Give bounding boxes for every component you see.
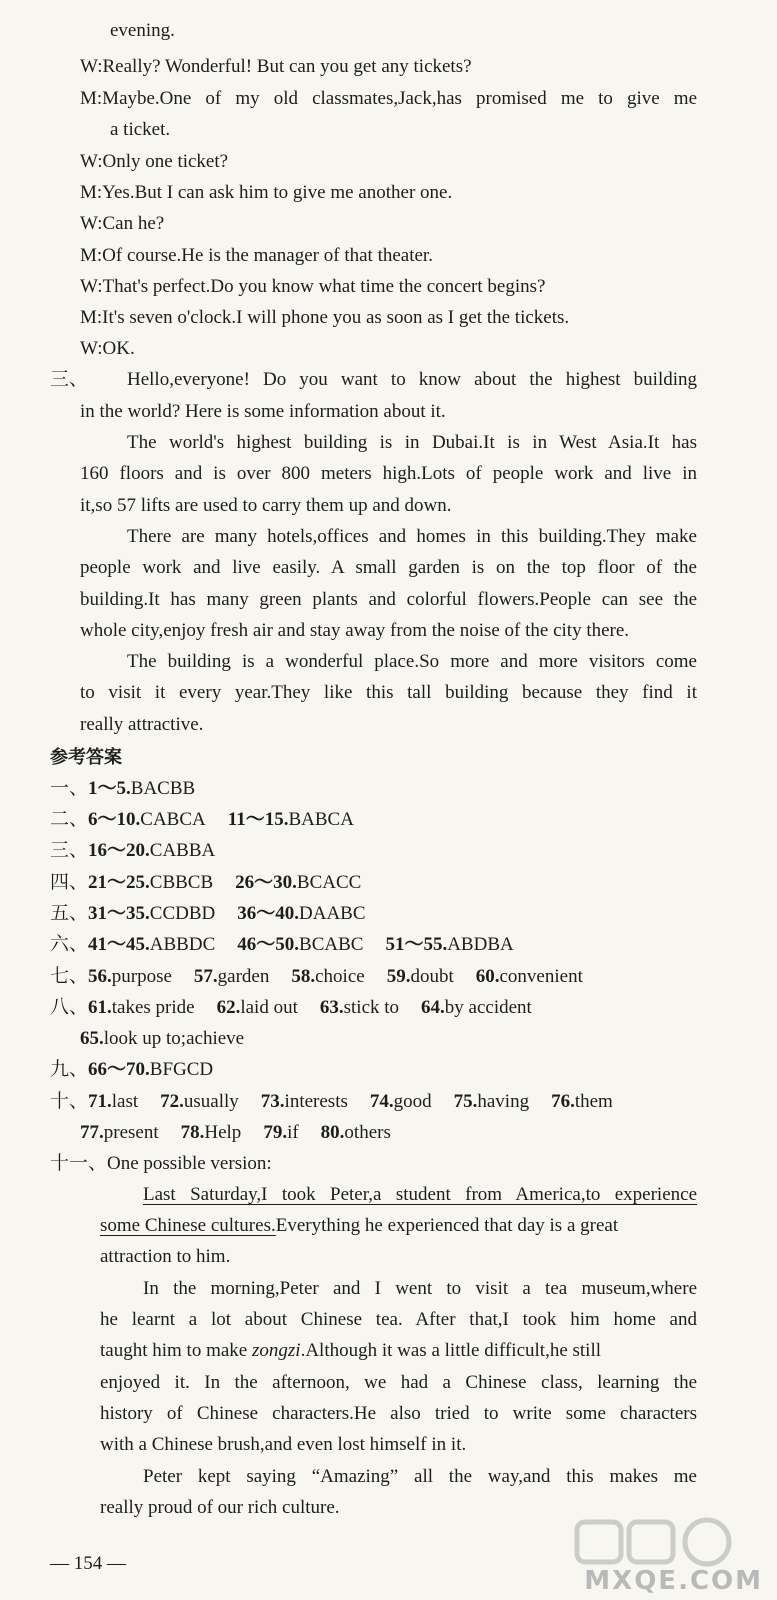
passage-line: it,so 57 lifts are used to carry them up and down.: [80, 495, 452, 516]
answer-row: 十、71.last 72.usually 73.interests 74.good 75.having 76.them: [50, 1091, 613, 1112]
passage-line: building.It has many green plants and colorful flowers.People can see the: [80, 589, 697, 610]
answer-row: 八、61.takes pride 62.laid out 63.stick to 64.by accident: [50, 997, 532, 1018]
passage-line: really attractive.: [80, 714, 204, 735]
dialogue-line: M:Of course.He is the manager of that theater.: [80, 245, 433, 266]
answer-row: 六、41～45.ABBDC 46～50.BCABC 51～55.ABDBA: [50, 934, 514, 955]
dialogue-line: M:It's seven o'clock.I will phone you as soon as I get the tickets.: [80, 307, 570, 328]
answer-row: 三、16～20.CABBA: [50, 840, 216, 861]
essay-line: history of Chinese characters.He also tried to write some characters: [100, 1403, 697, 1424]
passage-line: in the world? Here is some information about it.: [80, 401, 446, 422]
answer-row: 十一、One possible version:: [50, 1153, 272, 1174]
answer-row: 77.present 78.Help 79.if 80.others: [80, 1122, 391, 1143]
essay-line: really proud of our rich culture.: [100, 1497, 340, 1518]
essay-line: taught him to make zongzi.Although it was a little difficult,he still: [100, 1340, 602, 1361]
passage-line: Hello,everyone! Do you want to know about the highest building: [127, 369, 697, 390]
essay-line: some Chinese cultures.Everything he experienced that day is a great: [100, 1215, 619, 1236]
answer-row: 65.look up to;achieve: [80, 1028, 245, 1049]
essay-line: attraction to him.: [100, 1246, 231, 1267]
dialogue-line: W:That's perfect.Do you know what time the concert begins?: [80, 276, 546, 297]
essay-line-underlined: Last Saturday,I took Peter,a student from America,to experience: [143, 1184, 697, 1205]
essay-line: Peter kept saying “Amazing” all the way,and this makes me: [143, 1466, 697, 1487]
dialogue-line: M:Maybe.One of my old classmates,Jack,has promised me to give me: [80, 88, 697, 109]
passage-line: The world's highest building is in Dubai.It is in West Asia.It has: [127, 432, 697, 453]
answer-row: 四、21～25.CBBCB 26～30.BCACC: [50, 872, 362, 893]
page-number: — 154 —: [50, 1553, 126, 1574]
passage-line: 160 floors and is over 800 meters high.Lots of people work and live in: [80, 463, 697, 484]
essay-line: he learnt a lot about Chinese tea. After that,I took him home and: [100, 1309, 697, 1330]
answer-row: 七、56.purpose 57.garden 58.choice 59.doubt 60.convenient: [50, 966, 583, 987]
dialogue-line: W:OK.: [80, 338, 135, 359]
dialogue-line: W:Really? Wonderful! But can you get any tickets?: [80, 56, 472, 77]
passage-line: to visit it every year.They like this tall building because they find it: [80, 682, 697, 703]
dialogue-line: W:Only one ticket?: [80, 151, 229, 172]
passage-line: The building is a wonderful place.So more and more visitors come: [127, 651, 697, 672]
dialogue-line: M:Yes.But I can ask him to give me another one.: [80, 182, 453, 203]
answers-heading: 参考答案: [50, 747, 122, 768]
answer-row: 九、66～70.BFGCD: [50, 1059, 214, 1080]
answer-row: 五、31～35.CCDBD 36～40.DAABC: [50, 903, 366, 924]
answer-row: 二、6～10.CABCA 11～15.BABCA: [50, 809, 354, 830]
answer-row: 一、1～5.BACBB: [50, 778, 196, 799]
passage-line: people work and live easily. A small garden is on the top floor of the: [80, 557, 697, 578]
dialogue-line: W:Can he?: [80, 213, 165, 234]
section-marker: 三、: [50, 369, 89, 390]
passage-line: There are many hotels,offices and homes in this building.They make: [127, 526, 697, 547]
dialogue-line: evening.: [110, 20, 175, 41]
essay-line: with a Chinese brush,and even lost himself in it.: [100, 1434, 467, 1455]
watermark-text: MXQE.COM: [584, 1566, 763, 1596]
essay-line: In the morning,Peter and I went to visit a tea museum,where: [143, 1278, 697, 1299]
dialogue-line: a ticket.: [110, 119, 171, 140]
passage-line: whole city,enjoy fresh air and stay away from the noise of the city there.: [80, 620, 630, 641]
essay-line: enjoyed it. In the afternoon, we had a Chinese class, learning the: [100, 1372, 697, 1393]
